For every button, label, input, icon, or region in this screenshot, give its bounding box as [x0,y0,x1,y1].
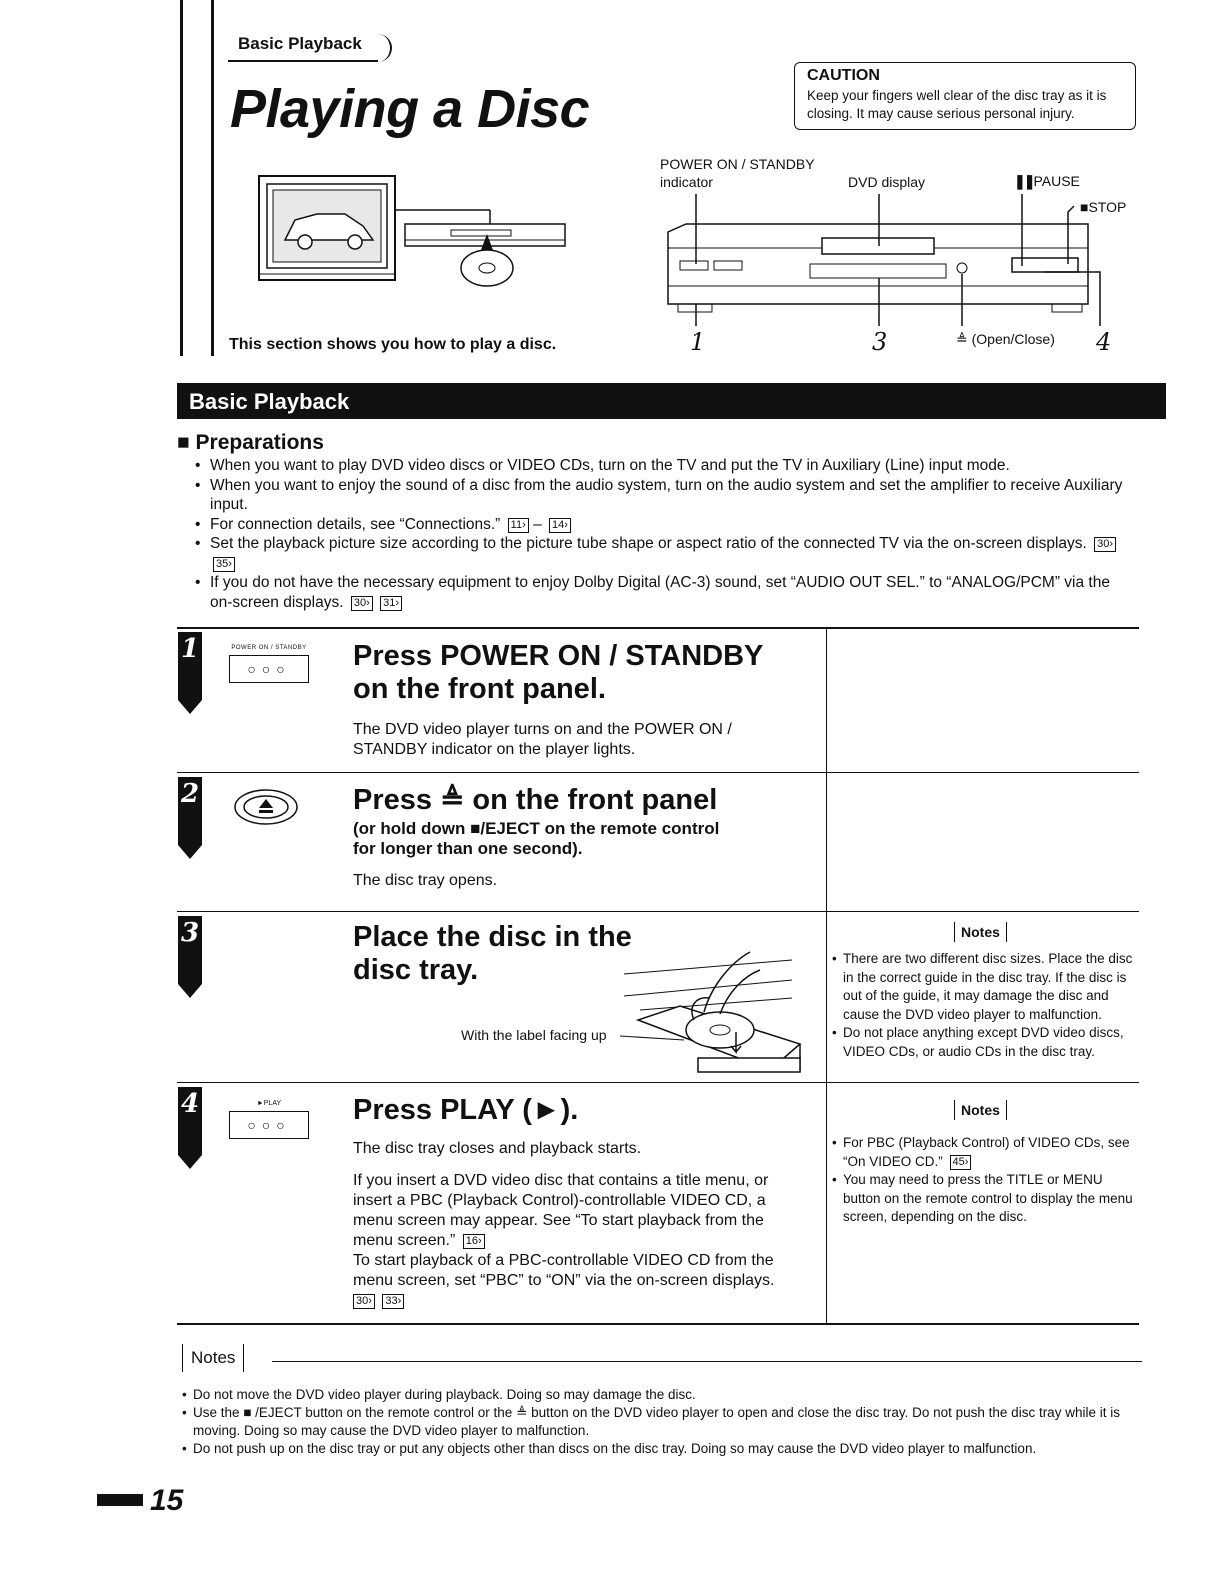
list-item: • If you do not have the necessary equipment to enjoy Dolby Digital (AC-3) sound, set “AUDIO OUT SEL.” to “ANALOG/PCM” via the on-screen displays. 30› 31› [195,573,1130,612]
callout-4: 4 [1096,328,1112,356]
step-4-body: The disc tray closes and playback starts. If you insert a DVD video disc that contains a title menu, or insert a PBC (Playback Control)-controllable VIDEO CD, a menu screen may appear. See “To start playback from the menu screen.” 16› To start playback of a PBC-controllable VIDEO CD from the menu screen, set “PBC” to “ON” via the on-screen displays. 30› 33› [353,1140,775,1307]
page-ref: 16› [463,1234,485,1249]
list-item: • Do not push up on the disc tray or put any objects other than discs on the disc tray. Doing so may cause the DVD video player to malfunction. [182,1440,1142,1458]
step-2-number: 2 [181,779,200,809]
step-4-tab [178,1087,202,1155]
list-item: • You may need to press the TITLE or MENU button on the remote control to display the menu screen, depending on the disc. [832,1171,1137,1227]
callout-1: 1 [690,328,706,356]
eject-button-illustration [233,787,299,827]
pause-icon: ❚❚ [1014,173,1034,189]
step-1-title: Press POWER ON / STANDBY on the front panel. [353,640,764,705]
step-3-caption: With the label facing up [461,1027,607,1043]
label-open-close: ≜ (Open/Close) [956,331,1055,347]
list-item: • When you want to enjoy the sound of a disc from the audio system, turn on the audio system and set the amplifier to receive Auxiliary input. [195,476,1130,515]
page-ref: 30› [351,596,373,611]
step-4-title: Press PLAY (►). [353,1094,579,1126]
label-dvd-display: DVD display [848,174,926,190]
caution-text: Keep your fingers well clear of the disc tray as it is closing. It may cause serious personal injury. [807,88,1107,121]
front-panel-illustration [664,186,1109,326]
bottom-notes-rule [272,1361,1142,1362]
square-bullet-icon: ■ [177,431,190,454]
page-ref: 33› [382,1294,404,1309]
power-button-box: ○○○ [229,655,309,683]
page-ref: 45› [950,1155,972,1170]
notes-label: Notes [954,1100,1007,1120]
stop-icon: ■ [1080,199,1089,215]
page-ref: 31› [380,596,402,611]
step-separator [177,911,1139,912]
page-number: 15 [150,1484,184,1517]
list-item: • Do not place anything except DVD video discs, VIDEO CDs, or audio CDs in the disc tray. [832,1024,1137,1061]
list-item: • When you want to play DVD video discs or VIDEO CDs, turn on the TV and put the TV in Auxiliary (Line) input mode. [195,456,1130,476]
section-tag: Basic Playback [238,34,362,53]
play-icon: ► [256,1100,264,1107]
power-button-illustration [229,644,309,683]
steps-bottom-rule [177,1323,1139,1325]
section-tag-curve [376,34,392,62]
page-ref: 35› [213,557,235,572]
preparations-list [195,456,1130,612]
eject-icon: ≜ [956,331,968,347]
notes-label: Notes [954,922,1007,942]
play-button-illustration [229,1099,309,1139]
step-3-number: 3 [181,918,200,948]
list-item: • There are two different disc sizes. Place the disc in the correct guide in the disc tray. If the disc is out of the guide, it may damage the disc and cause the DVD video player to malfunction. [832,950,1137,1024]
step-3-tab [178,916,202,984]
list-item: • Use the ■ /EJECT button on the remote control or the ≜ button on the DVD video player to open and close the disc tray. Do not push the disc tray while it is moving. Doing so may cause the DVD video player to malfunction. [182,1404,1142,1440]
step-1-body: The DVD video player turns on and the POWER ON / STANDBY indicator on the player lights. [353,721,732,758]
margin-bar-left [180,0,183,356]
list-item: • For connection details, see “Connections.” 11› – 14› [195,515,1130,535]
step-4-notes [832,1134,1137,1227]
margin-bar-right [211,0,214,356]
step-4-number: 4 [181,1089,200,1119]
step-3-notes [832,950,1137,1061]
bottom-notes-label: Notes [182,1344,244,1372]
step-1-tab [178,632,202,700]
list-item: • For PBC (Playback Control) of VIDEO CDs, see “On VIDEO CD.” 45› [832,1134,1137,1171]
play-button-box: ○○○ [229,1111,309,1139]
section-tag-underline [228,60,378,62]
label-power-standby: POWER ON / STANDBY indicator [660,156,815,190]
play-button-caption: ►PLAY [256,1100,282,1107]
bottom-notes-list [182,1386,1142,1458]
power-button-caption: POWER ON / STANDBY [231,645,307,651]
tv-player-illustration [255,170,575,300]
disc-tray-illustration [620,940,805,1082]
page-title: Playing a Disc [230,79,590,139]
callout-3: 3 [872,328,888,356]
step-1-number: 1 [181,634,200,664]
list-item: • Do not move the DVD video player during playback. Doing so may damage the disc. [182,1386,1142,1404]
preparations-heading: ■ Preparations [177,431,324,454]
steps-top-rule [177,627,1139,629]
step-separator [177,1082,1139,1083]
step-separator [177,772,1139,773]
page-ref: 11› [508,518,529,533]
page-number-bar [97,1494,143,1506]
caution-box [794,62,1136,130]
label-pause: ❚❚PAUSE [1014,173,1080,189]
step-2-subtitle: (or hold down ■/EJECT on the remote control for longer than one second). [353,819,720,858]
step-2-title: Press ≜ on the front panel [353,784,718,816]
step-2-tab [178,777,202,845]
step-2-body: The disc tray opens. [353,872,498,889]
caution-title: CAUTION [807,67,880,84]
page-ref: 30› [353,1294,375,1309]
page-ref: 14› [549,518,571,533]
page-ref: 30› [1094,537,1116,552]
step-3-title: Place the disc in the disc tray. [353,921,632,986]
intro-text: This section shows you how to play a disc. [229,336,557,353]
steps-divider [826,628,827,1324]
section-band: Basic Playback [177,383,1166,419]
list-item: • Set the playback picture size according to the picture tube shape or aspect ratio of the connected TV via the on-screen displays. 30› 35› [195,534,1130,573]
label-stop: ■STOP [1080,199,1127,215]
